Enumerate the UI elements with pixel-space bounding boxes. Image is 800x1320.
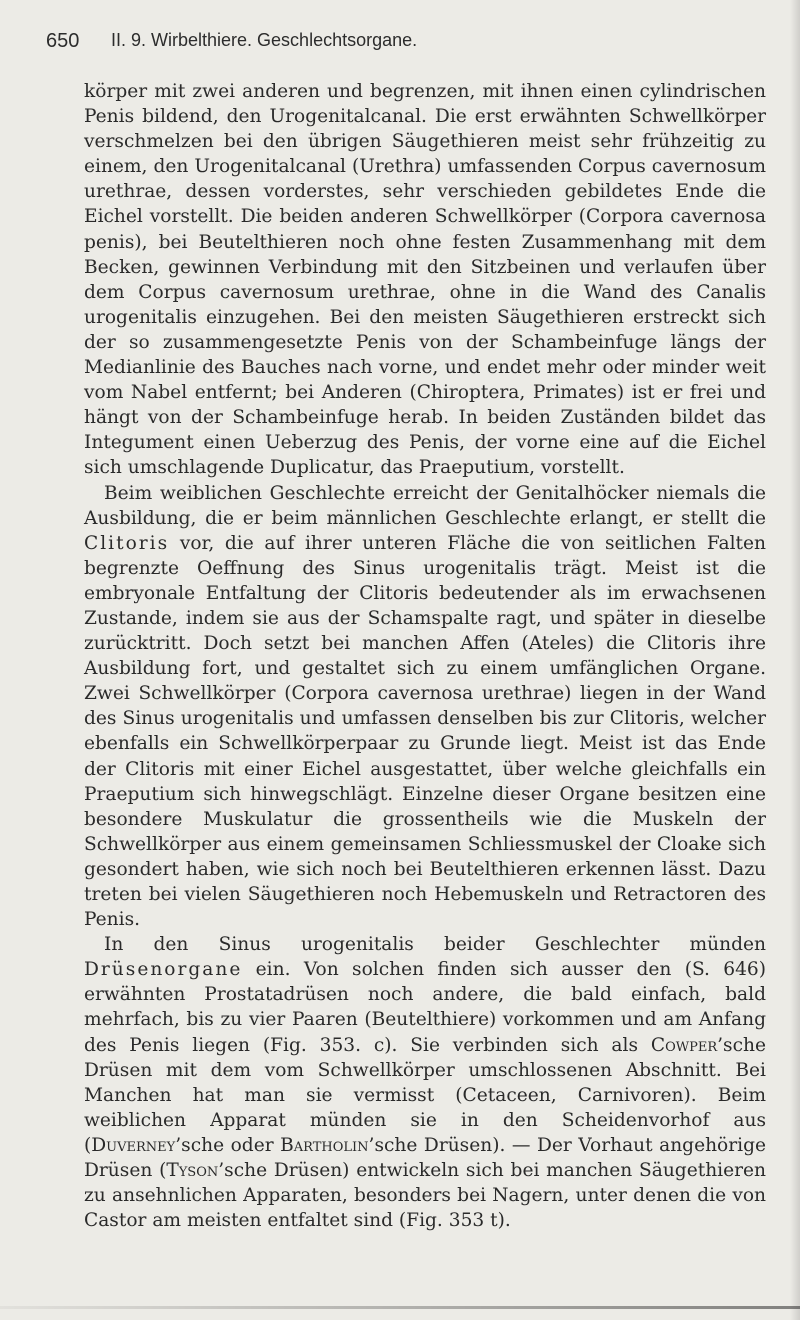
paragraph-3-text-a: In den Sinus urogenitalis beider Geschlechter münden xyxy=(104,934,766,956)
name-tyson: Tyson xyxy=(166,1160,219,1182)
paragraph-1 xyxy=(84,79,766,481)
paragraph-1-text: körper mit zwei anderen und begrenzen, mit ihnen einen cylindrischen Penis bildend, den Urogenitalcanal. Die erst erwähnten Schwellkörper verschmelzen bei den übrigen Säugethieren meist sehr frühzeitig zu einem, den Urogenitalcanal (Urethra) umfassenden Corpus cavernosum urethrae, dessen vorderstes, sehr verschieden gebildetes Ende die Eichel vorstellt. Die beiden anderen Schwellkörper (Corpora cavernosa penis), bei Beutelthieren noch ohne festen Zusammenhang mit dem Becken, gewinnen Verbindung mit den Sitzbeinen und verlaufen über dem Corpus cavernosum urethrae, ohne in die Wand des Canalis urogenitalis einzugehen. Bei den meisten Säugethieren erstreckt sich der so zusammengesetzte Penis von der Schambeinfuge längs der Medianlinie des Bauches nach vorne, und endet mehr oder minder weit vom Nabel entfernt; bei Anderen (Chiroptera, Primates) ist er frei und hängt von der Schambeinfuge herab. In beiden Zuständen bildet das Integument einen Ueberzug des Penis, der vorne eine auf die Eichel sich umschlagende Duplicatur, das Praeputium, vorstellt. xyxy=(84,81,766,479)
page-edge-shadow xyxy=(790,0,800,1320)
bottom-scan-edge xyxy=(0,1306,800,1309)
paragraph-3-text-e: ’sche Drüsen). — Der Vorhaut angehörige Drüsen ( xyxy=(84,1134,766,1182)
paragraph-2 xyxy=(84,481,766,933)
name-cowper: Cowper xyxy=(650,1034,718,1056)
term-druesenorgane: Drüsenorgane xyxy=(84,959,243,981)
paragraph-3-text-d: ’sche oder xyxy=(175,1134,274,1156)
running-head: II. 9. Wirbelthiere. Geschlechtsorgane. xyxy=(111,30,418,50)
body-text xyxy=(84,79,766,1233)
paragraph-2-text-b: vor, die auf ihrer unteren Fläche die von seitlichen Falten begrenzte Oeffnung des Sinus urogenitalis trägt. Meist ist die embryonale Entfaltung der Clitoris bedeutender als im erwachsenen Zustande, indem sie aus der Schamspalte ragt, und später in dieselbe zurücktritt. Doch setzt bei manchen Affen (Ateles) die Clitoris ihre Ausbildung fort, und gestaltet sich zu einem umfänglichen Organe. Zwei Schwellkörper (Corpora cavernosa urethrae) liegen in der Wand des Sinus urogenitalis und umfassen denselben bis zur Clitoris, welcher ebenfalls ein Schwellkörperpaar zu Grunde liegt. Meist ist das Ende der Clitoris mit einer Eichel ausgestattet, über welche gleichfalls ein Praeputium sich hinwegschlägt. Einzelne dieser Organe besitzen eine besondere Muskulatur die grossentheils wie die Muskeln der Schwellkörper aus einem gemeinsamen Schliessmuskel der Cloake sich gesondert haben, wie sich noch bei Beutelthieren erkennen lässt. Dazu treten bei vielen Säugethieren noch Hebemuskeln und Retractoren des Penis. xyxy=(84,532,766,931)
paragraph-3 xyxy=(84,932,766,1233)
page-number: 650 xyxy=(46,30,80,52)
page-header xyxy=(46,30,766,56)
paragraph-2-text-a: Beim weiblichen Geschlechte erreicht der Genitalhöcker niemals die Ausbildung, die er beim männlichen Geschlechte erlangt, er stellt die xyxy=(84,482,766,529)
paragraph-3-text-f: ’sche Drüsen) entwickeln sich bei manchen Säugethieren zu ansehnlichen Apparaten, besonders bei Nagern, unter denen die von Castor am meisten entfaltet sind (Fig. 353 t). xyxy=(84,1160,766,1232)
paragraph-3-text-b: ein. Von solchen finden sich ausser den (S. 646) erwähnten Prostatadrüsen noch andere, die bald einfach, bald mehrfach, bis zu vier Paaren (Beutelthiere) vorkommen und am Anfang des Penis liegen (Fig. 353. c). Sie verbinden sich als xyxy=(84,959,766,1056)
term-clitoris: Clitoris xyxy=(84,532,170,554)
paragraph-3-text-c: ’sche Drüsen mit dem vom Schwellkörper umschlossenen Abschnitt. Bei Manchen hat man sie vermisst (Cetaceen, Carnivoren). Beim weiblichen Apparat münden sie in den Scheidenvorhof aus ( xyxy=(84,1034,766,1156)
name-duverney: Duverney xyxy=(91,1134,176,1156)
name-bartholin: Bartholin xyxy=(280,1134,369,1156)
